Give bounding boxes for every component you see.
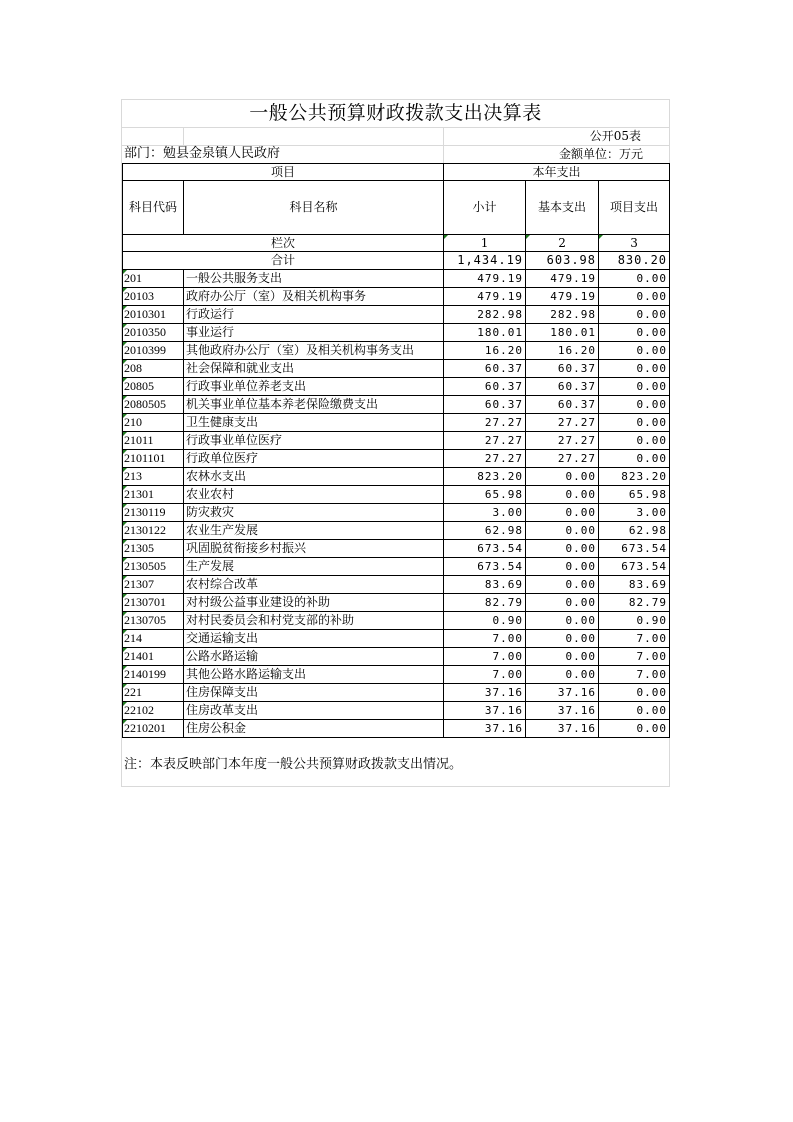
row-code: 2010399 bbox=[123, 342, 184, 360]
row-basic: 479.19 bbox=[526, 270, 599, 288]
row-code: 213 bbox=[123, 468, 184, 486]
row-name: 其他政府办公厅（室）及相关机构事务支出 bbox=[184, 342, 444, 360]
table-row bbox=[123, 702, 670, 720]
row-subtotal: 65.98 bbox=[444, 486, 526, 504]
column-number-3: 3 bbox=[599, 235, 670, 252]
row-basic: 37.16 bbox=[526, 720, 599, 738]
table-row bbox=[123, 342, 670, 360]
header-subtotal: 小计 bbox=[444, 181, 526, 235]
row-subtotal: 0.90 bbox=[444, 612, 526, 630]
row-subtotal: 60.37 bbox=[444, 360, 526, 378]
row-name: 交通运输支出 bbox=[184, 630, 444, 648]
row-subtotal: 7.00 bbox=[444, 630, 526, 648]
row-code: 21305 bbox=[123, 540, 184, 558]
row-basic: 60.37 bbox=[526, 396, 599, 414]
row-basic: 0.00 bbox=[526, 504, 599, 522]
row-name: 行政单位医疗 bbox=[184, 450, 444, 468]
row-subtotal: 7.00 bbox=[444, 648, 526, 666]
row-name: 防灾救灾 bbox=[184, 504, 444, 522]
row-project: 0.00 bbox=[599, 342, 670, 360]
table-row bbox=[123, 270, 670, 288]
row-subtotal: 27.27 bbox=[444, 432, 526, 450]
row-name: 农林水支出 bbox=[184, 468, 444, 486]
row-code: 214 bbox=[123, 630, 184, 648]
row-basic: 37.16 bbox=[526, 702, 599, 720]
header-basic: 基本支出 bbox=[526, 181, 599, 235]
header-row-columns bbox=[123, 181, 670, 235]
table-title: 一般公共预算财政拨款支出决算表 bbox=[122, 100, 669, 128]
row-subtotal: 60.37 bbox=[444, 396, 526, 414]
unit-label: 金额单位：万元 bbox=[443, 145, 669, 163]
total-project: 830.20 bbox=[599, 252, 670, 270]
row-basic: 0.00 bbox=[526, 540, 599, 558]
table-row bbox=[123, 720, 670, 738]
table-row bbox=[123, 414, 670, 432]
row-code: 2140199 bbox=[123, 666, 184, 684]
row-name: 住房保障支出 bbox=[184, 684, 444, 702]
column-number-1: 1 bbox=[444, 235, 526, 252]
row-subtotal: 282.98 bbox=[444, 306, 526, 324]
table-row bbox=[123, 378, 670, 396]
row-name: 行政事业单位养老支出 bbox=[184, 378, 444, 396]
row-name: 机关事业单位基本养老保险缴费支出 bbox=[184, 396, 444, 414]
row-code: 2010301 bbox=[123, 306, 184, 324]
table-row bbox=[123, 612, 670, 630]
row-project: 3.00 bbox=[599, 504, 670, 522]
row-name: 对村级公益事业建设的补助 bbox=[184, 594, 444, 612]
row-basic: 27.27 bbox=[526, 414, 599, 432]
row-subtotal: 83.69 bbox=[444, 576, 526, 594]
table-row bbox=[123, 630, 670, 648]
total-subtotal: 1,434.19 bbox=[444, 252, 526, 270]
header-name: 科目名称 bbox=[184, 181, 444, 235]
row-project: 0.00 bbox=[599, 288, 670, 306]
total-basic: 603.98 bbox=[526, 252, 599, 270]
row-subtotal: 37.16 bbox=[444, 684, 526, 702]
row-code: 2101101 bbox=[123, 450, 184, 468]
row-code: 21011 bbox=[123, 432, 184, 450]
table-row bbox=[123, 666, 670, 684]
row-basic: 282.98 bbox=[526, 306, 599, 324]
row-code: 22102 bbox=[123, 702, 184, 720]
table-row bbox=[123, 504, 670, 522]
row-basic: 0.00 bbox=[526, 522, 599, 540]
row-name: 农业农村 bbox=[184, 486, 444, 504]
row-project: 0.00 bbox=[599, 306, 670, 324]
row-subtotal: 37.16 bbox=[444, 720, 526, 738]
table-row bbox=[123, 360, 670, 378]
row-basic: 16.20 bbox=[526, 342, 599, 360]
column-number-2: 2 bbox=[526, 235, 599, 252]
row-basic: 60.37 bbox=[526, 378, 599, 396]
row-name: 社会保障和就业支出 bbox=[184, 360, 444, 378]
blank-cell bbox=[183, 127, 444, 145]
row-name: 巩固脱贫衔接乡村振兴 bbox=[184, 540, 444, 558]
row-code: 2130705 bbox=[123, 612, 184, 630]
row-project: 823.20 bbox=[599, 468, 670, 486]
total-row bbox=[123, 252, 670, 270]
row-subtotal: 62.98 bbox=[444, 522, 526, 540]
row-basic: 0.00 bbox=[526, 486, 599, 504]
row-name: 农村综合改革 bbox=[184, 576, 444, 594]
row-basic: 0.00 bbox=[526, 468, 599, 486]
table-row bbox=[123, 522, 670, 540]
row-project: 0.00 bbox=[599, 378, 670, 396]
row-name: 一般公共服务支出 bbox=[184, 270, 444, 288]
table-row bbox=[123, 648, 670, 666]
row-basic: 0.00 bbox=[526, 576, 599, 594]
header-row-group bbox=[123, 164, 670, 181]
row-basic: 60.37 bbox=[526, 360, 599, 378]
row-name: 行政事业单位医疗 bbox=[184, 432, 444, 450]
table-row bbox=[123, 288, 670, 306]
row-name: 生产发展 bbox=[184, 558, 444, 576]
row-code: 201 bbox=[123, 270, 184, 288]
table-row bbox=[123, 576, 670, 594]
row-code: 20103 bbox=[123, 288, 184, 306]
row-project: 7.00 bbox=[599, 630, 670, 648]
row-subtotal: 479.19 bbox=[444, 270, 526, 288]
row-code: 208 bbox=[123, 360, 184, 378]
row-basic: 0.00 bbox=[526, 666, 599, 684]
row-basic: 180.01 bbox=[526, 324, 599, 342]
row-project: 673.54 bbox=[599, 558, 670, 576]
row-subtotal: 60.37 bbox=[444, 378, 526, 396]
row-code: 210 bbox=[123, 414, 184, 432]
row-name: 事业运行 bbox=[184, 324, 444, 342]
row-name: 农业生产发展 bbox=[184, 522, 444, 540]
row-code: 2010350 bbox=[123, 324, 184, 342]
row-subtotal: 673.54 bbox=[444, 540, 526, 558]
table-row bbox=[123, 558, 670, 576]
table-row bbox=[123, 486, 670, 504]
table-row bbox=[123, 684, 670, 702]
row-code: 21401 bbox=[123, 648, 184, 666]
column-label: 栏次 bbox=[123, 235, 444, 252]
row-basic: 0.00 bbox=[526, 594, 599, 612]
expenditure-table bbox=[122, 163, 670, 738]
row-project: 673.54 bbox=[599, 540, 670, 558]
row-project: 0.00 bbox=[599, 360, 670, 378]
header-this-year: 本年支出 bbox=[444, 164, 670, 181]
row-subtotal: 823.20 bbox=[444, 468, 526, 486]
table-note: 注：本表反映部门本年度一般公共预算财政拨款支出情况。 bbox=[124, 757, 463, 772]
row-project: 0.00 bbox=[599, 450, 670, 468]
row-code: 2210201 bbox=[123, 720, 184, 738]
table-row bbox=[123, 306, 670, 324]
row-code: 2080505 bbox=[123, 396, 184, 414]
row-name: 政府办公厅（室）及相关机构事务 bbox=[184, 288, 444, 306]
total-label: 合计 bbox=[123, 252, 444, 270]
row-code: 2130701 bbox=[123, 594, 184, 612]
row-name: 行政运行 bbox=[184, 306, 444, 324]
row-code: 20805 bbox=[123, 378, 184, 396]
row-project: 0.00 bbox=[599, 720, 670, 738]
row-project: 0.00 bbox=[599, 684, 670, 702]
row-code: 2130119 bbox=[123, 504, 184, 522]
row-name: 卫生健康支出 bbox=[184, 414, 444, 432]
row-subtotal: 7.00 bbox=[444, 666, 526, 684]
row-project: 0.00 bbox=[599, 324, 670, 342]
header-code: 科目代码 bbox=[123, 181, 184, 235]
header-item: 项目 bbox=[123, 164, 444, 181]
row-basic: 0.00 bbox=[526, 630, 599, 648]
row-code: 221 bbox=[123, 684, 184, 702]
row-name: 其他公路水路运输支出 bbox=[184, 666, 444, 684]
row-project: 0.00 bbox=[599, 432, 670, 450]
table-row bbox=[123, 432, 670, 450]
row-project: 7.00 bbox=[599, 648, 670, 666]
row-subtotal: 16.20 bbox=[444, 342, 526, 360]
form-code: 公开05表 bbox=[589, 129, 641, 143]
row-code: 2130122 bbox=[123, 522, 184, 540]
row-subtotal: 479.19 bbox=[444, 288, 526, 306]
row-basic: 0.00 bbox=[526, 558, 599, 576]
row-basic: 479.19 bbox=[526, 288, 599, 306]
table-row bbox=[123, 540, 670, 558]
row-subtotal: 27.27 bbox=[444, 450, 526, 468]
row-basic: 27.27 bbox=[526, 432, 599, 450]
row-name: 对村民委员会和村党支部的补助 bbox=[184, 612, 444, 630]
row-project: 0.00 bbox=[599, 414, 670, 432]
row-project: 62.98 bbox=[599, 522, 670, 540]
department-label: 部门：勉县金泉镇人民政府 bbox=[124, 146, 281, 161]
row-basic: 0.00 bbox=[526, 648, 599, 666]
form-code-row bbox=[122, 127, 669, 146]
row-subtotal: 82.79 bbox=[444, 594, 526, 612]
row-project: 83.69 bbox=[599, 576, 670, 594]
row-project: 65.98 bbox=[599, 486, 670, 504]
row-subtotal: 673.54 bbox=[444, 558, 526, 576]
row-basic: 27.27 bbox=[526, 450, 599, 468]
row-project: 7.00 bbox=[599, 666, 670, 684]
row-subtotal: 180.01 bbox=[444, 324, 526, 342]
table-row bbox=[123, 468, 670, 486]
row-subtotal: 27.27 bbox=[444, 414, 526, 432]
row-subtotal: 3.00 bbox=[444, 504, 526, 522]
table-row bbox=[123, 594, 670, 612]
table-row bbox=[123, 396, 670, 414]
row-basic: 0.00 bbox=[526, 612, 599, 630]
row-project: 0.90 bbox=[599, 612, 670, 630]
row-name: 公路水路运输 bbox=[184, 648, 444, 666]
row-name: 住房公积金 bbox=[184, 720, 444, 738]
blank-cell bbox=[122, 127, 184, 145]
column-number-row bbox=[123, 235, 670, 252]
row-code: 21307 bbox=[123, 576, 184, 594]
row-project: 82.79 bbox=[599, 594, 670, 612]
row-subtotal: 37.16 bbox=[444, 702, 526, 720]
row-project: 0.00 bbox=[599, 270, 670, 288]
row-project: 0.00 bbox=[599, 702, 670, 720]
row-basic: 37.16 bbox=[526, 684, 599, 702]
header-project: 项目支出 bbox=[599, 181, 670, 235]
budget-sheet bbox=[121, 99, 670, 787]
table-row bbox=[123, 450, 670, 468]
row-project: 0.00 bbox=[599, 396, 670, 414]
table-row bbox=[123, 324, 670, 342]
row-code: 21301 bbox=[123, 486, 184, 504]
department-row bbox=[122, 145, 669, 163]
row-name: 住房改革支出 bbox=[184, 702, 444, 720]
row-code: 2130505 bbox=[123, 558, 184, 576]
